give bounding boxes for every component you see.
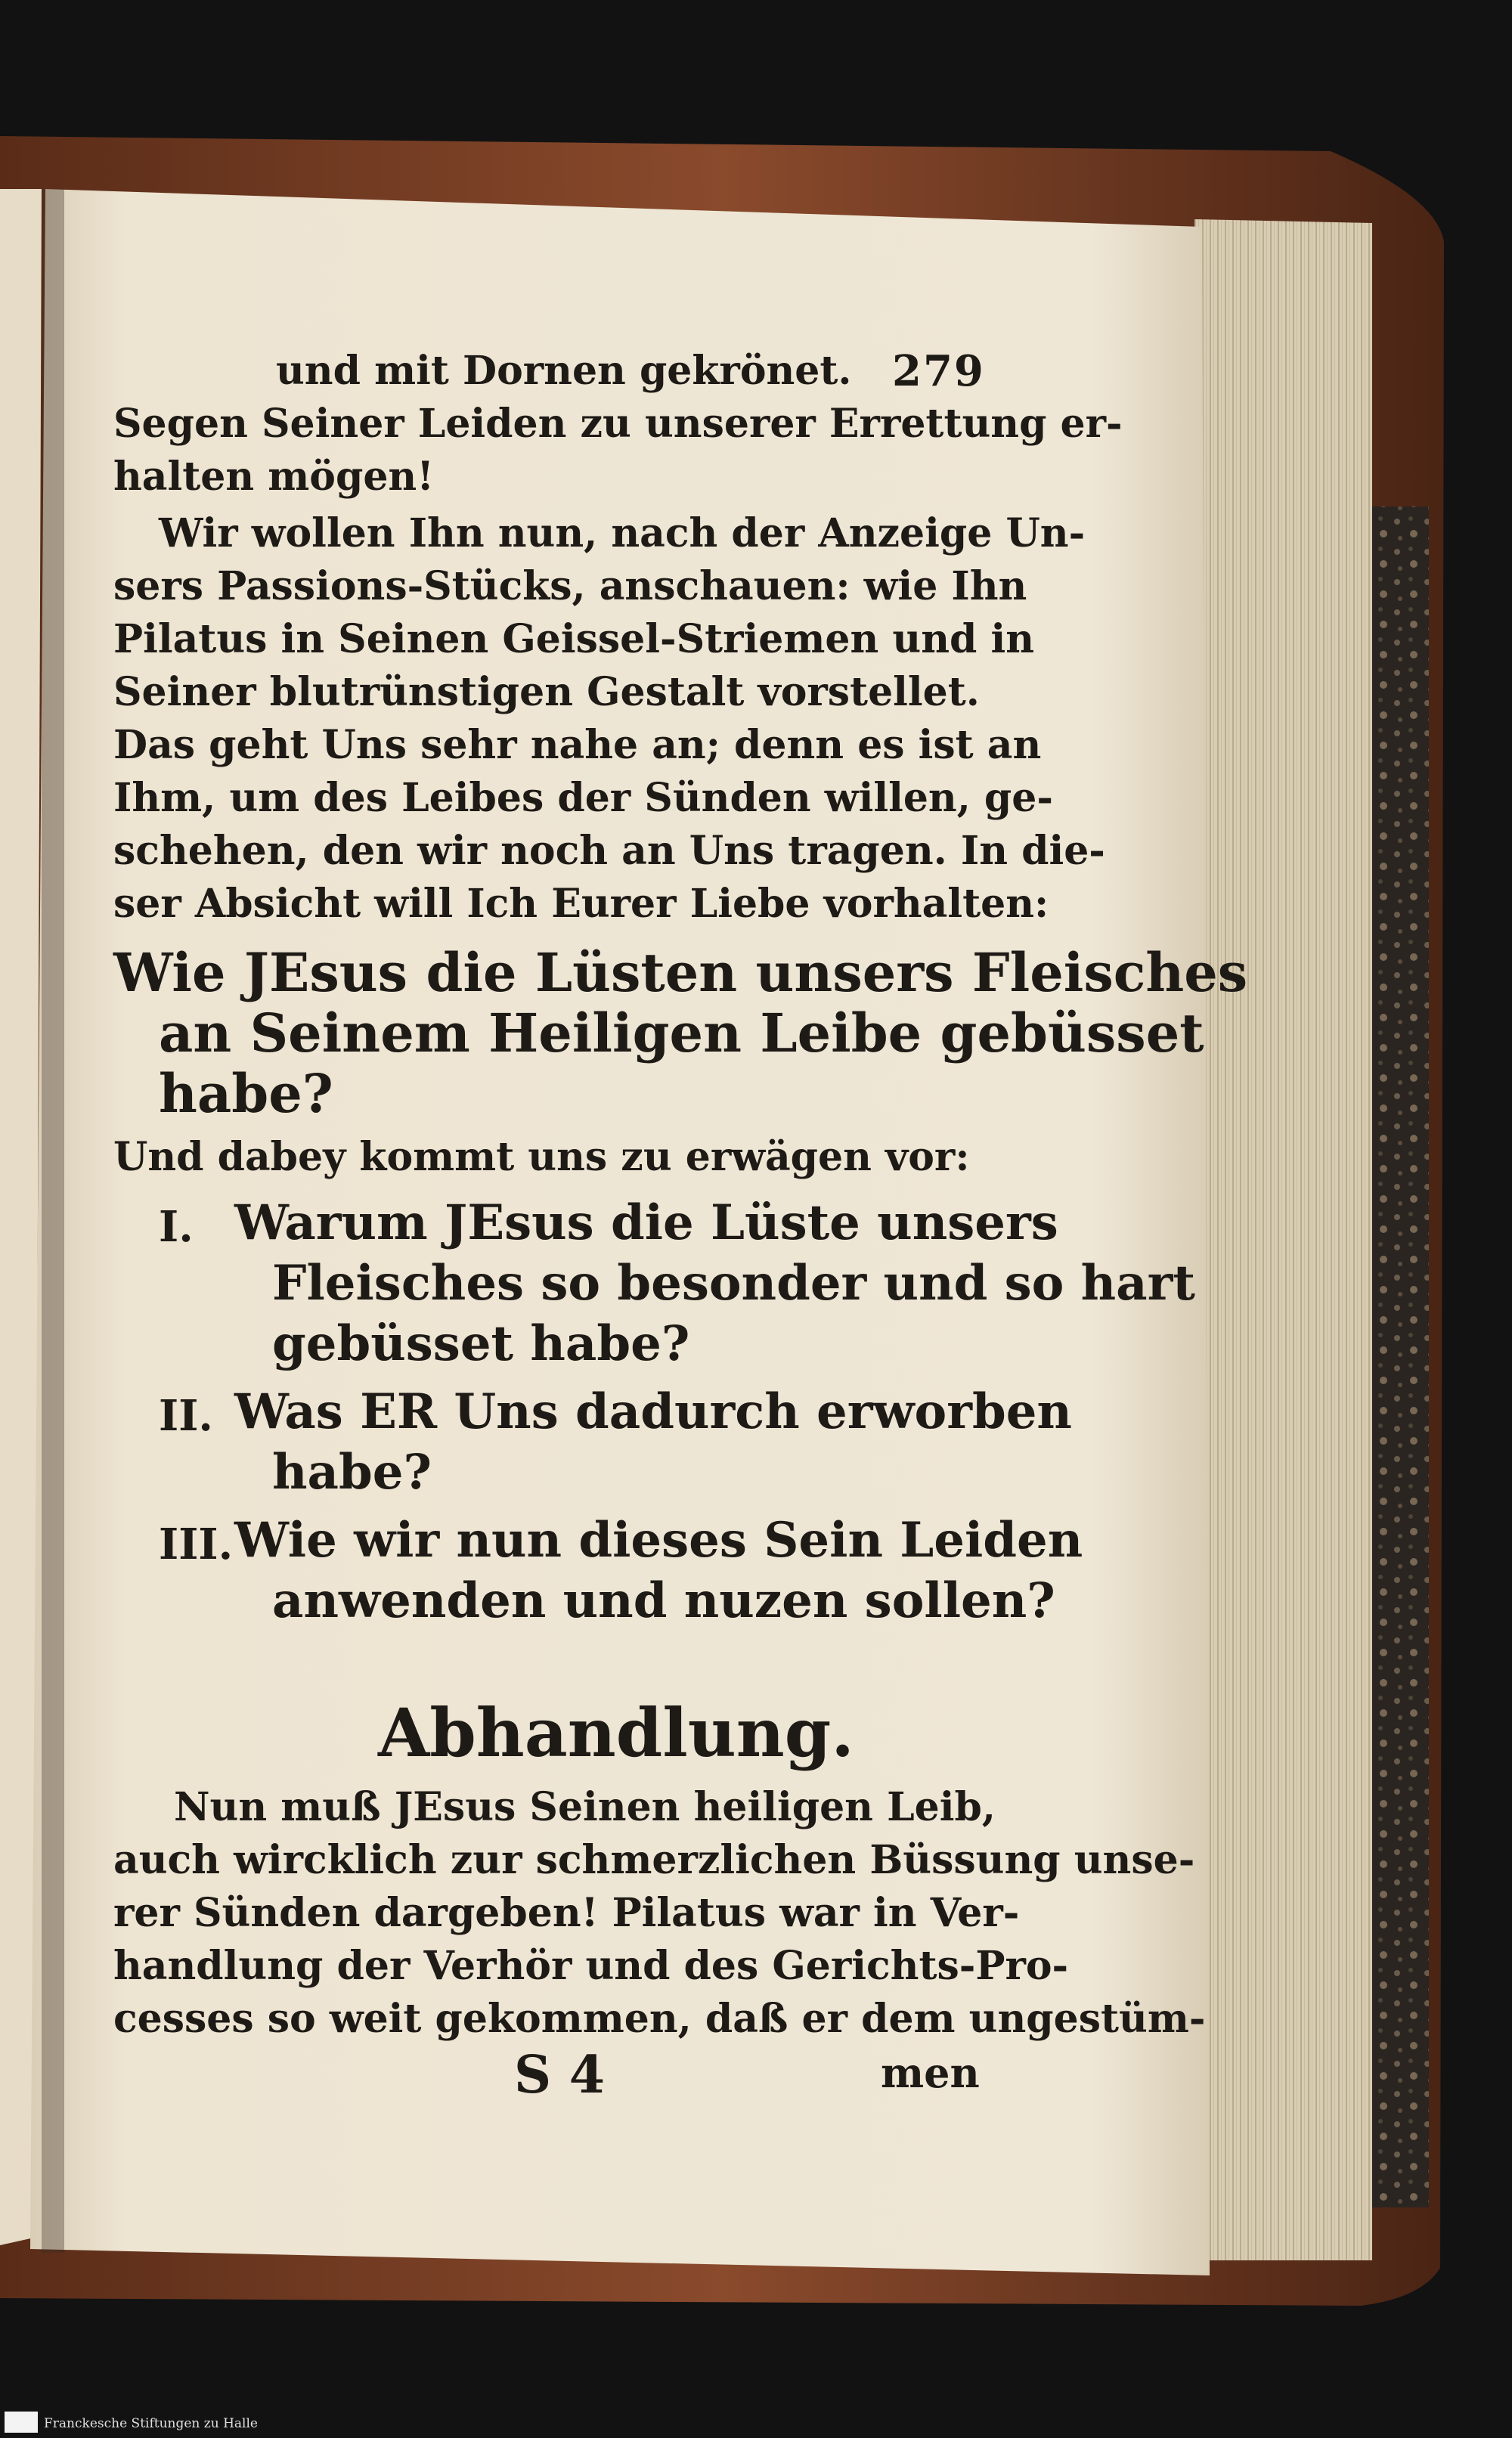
paragraph-line: ser Absicht will Ich Eurer Liebe vorhalten: (113, 881, 1049, 927)
theme-line: habe? (159, 1062, 333, 1125)
closing-line: rer Sünden dargeben! Pilatus war in Ver- (113, 1890, 1020, 1936)
closing-line: cesses so weit gekommen, daß er dem ungestüm- (113, 1996, 1206, 2042)
paragraph-line: Ihm, um des Leibes der Sünden willen, ge- (113, 775, 1053, 821)
paragraph-line: Das geht Uns sehr nahe an; denn es ist an (113, 722, 1042, 768)
point-line: Fleisches so besonder und so hart (272, 1255, 1195, 1312)
archive-credit: Franckesche Stiftungen zu Halle (44, 2416, 258, 2431)
paragraph-line: Seiner blutrünstigen Gestalt vorstellet. (113, 669, 980, 715)
paragraph-line: Segen Seiner Leiden zu unserer Errettung er- (113, 401, 1123, 447)
point-number: II. (159, 1391, 213, 1441)
theme-line: an Seinem Heiligen Leibe gebüsset (159, 1002, 1204, 1064)
catchword: men (881, 2049, 980, 2097)
point-number: III. (159, 1519, 234, 1569)
intro-line: Und dabey kommt uns zu erwägen vor: (113, 1134, 970, 1180)
gutter-shadow (42, 189, 64, 2253)
paragraph-line: Wir wollen Ihn nun, nach der Anzeige Un- (159, 510, 1086, 556)
point-line: Was ER Uns dadurch erworben (234, 1383, 1072, 1440)
paragraph-line: sers Passions-Stücks, anschauen: wie Ihn (113, 563, 1027, 609)
point-line: Wie wir nun dieses Sein Leiden (234, 1512, 1083, 1569)
archive-logo-icon (5, 2412, 38, 2433)
point-line: anwenden und nuzen sollen? (272, 1572, 1055, 1629)
section-title: Abhandlung. (378, 1693, 854, 1772)
marbled-edge (1372, 506, 1429, 2207)
page-number: 279 (892, 346, 985, 396)
point-number: I. (159, 1202, 194, 1252)
paragraph-line: halten mögen! (113, 454, 435, 500)
page-edges (1194, 219, 1372, 2260)
point-line: Warum JEsus die Lüste unsers (234, 1194, 1058, 1251)
theme-line: Wie JEsus die Lüsten unsers Fleisches (113, 941, 1248, 1004)
point-line: gebüsset habe? (272, 1315, 690, 1372)
paragraph-line: Pilatus in Seinen Geissel-Striemen und in (113, 616, 1035, 662)
closing-line: Nun muß JEsus Seinen heiligen Leib, (174, 1784, 996, 1830)
paragraph-line: schehen, den wir noch an Uns tragen. In die- (113, 828, 1105, 874)
closing-line: handlung der Verhör und des Gerichts-Pro- (113, 1943, 1069, 1989)
signature-mark: S 4 (514, 2045, 606, 2105)
closing-line: auch wircklich zur schmerzlichen Büssung unse- (113, 1837, 1195, 1883)
point-line: habe? (272, 1444, 432, 1501)
running-head: und mit Dornen gekrönet. (276, 348, 852, 394)
